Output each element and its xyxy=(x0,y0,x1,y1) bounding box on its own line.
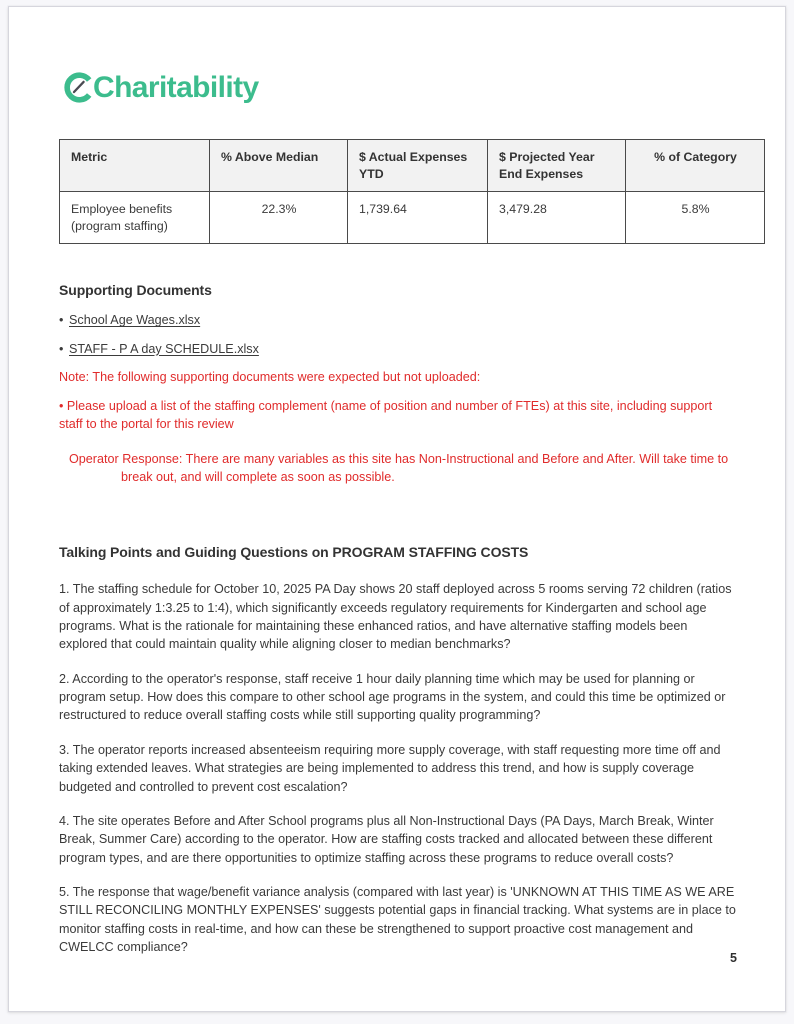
talking-point-5: 5. The response that wage/benefit variance analysis (compared with last year) is 'UNKNOWN AT THIS TIME AS WE ARE STILL RECONCILING MONTHLY EXPENSES' suggests potential gaps in financial tracking. What systems are in place to monitor staffing costs in real-time, and how can these be strengthened to support proactive cost management and CWELCC compliance? xyxy=(59,885,736,955)
supporting-documents-heading: Supporting Documents xyxy=(59,282,212,299)
brand-logo xyxy=(63,65,737,109)
talking-point-3: 3. The operator reports increased absenteeism requiring more supply coverage, with staff requesting more time off and taking extended leaves. What strategies are being implemented to address this trend, and how is supply coverage budgeted and controlled to prevent cost escalation? xyxy=(59,742,721,794)
cell-projected-year-end: 3,479.28 xyxy=(488,192,626,244)
cell-actual-ytd: 1,739.64 xyxy=(348,192,488,244)
talking-point-1: 1. The staffing schedule for October 10, 2025 PA Day shows 20 staff deployed across 5 rooms serving 72 children (ratios of approximately 1:3.25 to 1:4), which significantly exceeds regulatory requirements for Kindergarten and school age programs. What is the rationale for maintaining these enhanced ratios, and have alternative staffing models been explored that could maintain quality while aligning closer to median benchmarks? xyxy=(59,582,732,652)
column-header-actual-expenses-ytd: $ Actual Expenses YTD xyxy=(348,140,488,192)
column-header-metric: Metric xyxy=(60,140,210,192)
operator-response xyxy=(69,450,737,487)
check-circle-logo-icon xyxy=(63,72,94,103)
talking-point-2: 2. According to the operator's response, staff receive 1 hour daily planning time which may be used for planning or program setup. How does this compare to other school age programs in the system, and could this time be optimized or restructured to reduce overall staffing costs while still supporting quality programming? xyxy=(59,671,726,723)
page-content xyxy=(9,7,785,1011)
supporting-documents-list xyxy=(59,312,737,357)
document-link-staff-pa-day-schedule[interactable]: STAFF - P A day SCHEDULE.xlsx xyxy=(69,341,259,356)
column-header-pct-of-category: % of Category xyxy=(626,140,765,192)
table-header-row xyxy=(60,140,765,192)
cell-metric: Employee benefits (program staffing) xyxy=(60,192,210,244)
missing-document-item: • Please upload a list of the staffing complement (name of position and number of FTEs) at this site, including support staff to the portal for this review xyxy=(59,398,713,431)
cell-above-median: 22.3% xyxy=(210,192,348,244)
brand-name: Charitability xyxy=(93,71,259,104)
operator-response-text: There are many variables as this site has Non-Instructional and Before and After. Will take time to break out, and will complete as soon as possible. xyxy=(121,451,729,484)
column-header-projected-year-end: $ Projected Year End Expenses xyxy=(488,140,626,192)
table-row xyxy=(60,192,765,244)
document-link-school-age-wages[interactable]: School Age Wages.xlsx xyxy=(69,313,201,328)
missing-documents-note: Note: The following supporting documents were expected but not uploaded: xyxy=(59,370,481,385)
list-item xyxy=(59,312,737,328)
talking-points-heading: Talking Points and Guiding Questions on PROGRAM STAFFING COSTS xyxy=(59,544,529,561)
page-number: 5 xyxy=(730,951,737,965)
talking-point-4: 4. The site operates Before and After School programs plus all Non-Instructional Days (PA Days, March Break, Winter Break, Summer Care) according to the operator. How are staffing costs tracked and allocated between these different program types, and are there opportunities to optimize staffing across these programs to reduce overall costs? xyxy=(59,813,714,865)
bullet-glyph: • xyxy=(59,313,64,328)
operator-response-label: Operator Response: xyxy=(69,451,183,466)
metrics-table xyxy=(59,139,765,244)
cell-pct-of-category: 5.8% xyxy=(626,192,765,244)
bullet-glyph: • xyxy=(59,341,64,356)
column-header-above-median: % Above Median xyxy=(210,140,348,192)
document-page xyxy=(8,6,786,1012)
talking-points-list xyxy=(57,580,737,956)
list-item xyxy=(59,341,737,357)
